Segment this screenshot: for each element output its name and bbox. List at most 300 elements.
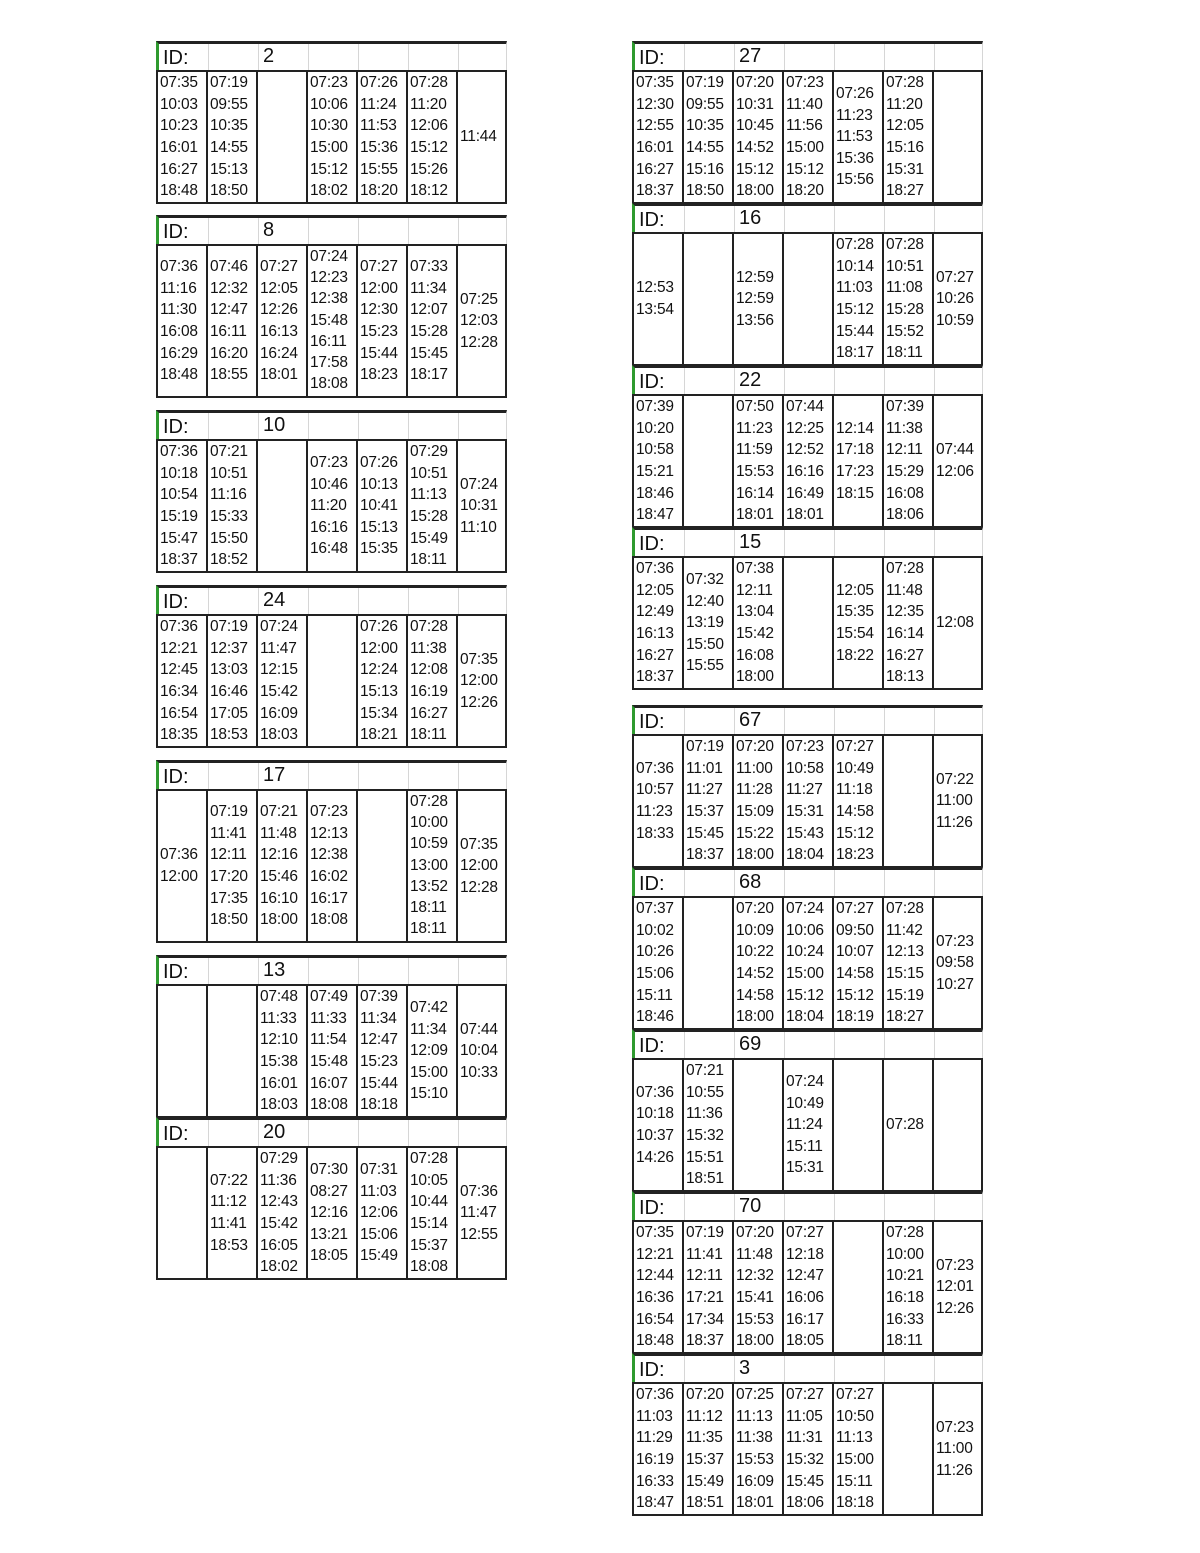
timetable-block	[632, 527, 983, 690]
time-cell: 15:53	[736, 1451, 774, 1468]
block-header	[156, 41, 507, 70]
time-cell: 09:58	[936, 954, 974, 972]
time-cell: 15:12	[836, 986, 874, 1004]
id-value: 22	[739, 369, 762, 391]
time-column	[684, 1060, 734, 1190]
time-cell: 11:05	[786, 1407, 823, 1425]
time-cell: 18:37	[636, 182, 674, 200]
time-column	[358, 1148, 408, 1278]
id-label: ID:	[639, 371, 665, 393]
id-value: 27	[739, 45, 762, 67]
time-cell: 07:29	[260, 1150, 298, 1168]
time-cell: 18:50	[686, 182, 724, 200]
id-value: 24	[263, 589, 286, 611]
time-cell: 11:13	[410, 486, 447, 504]
time-column	[634, 234, 684, 364]
time-cell: 07:24	[310, 248, 348, 265]
time-cell: 12:16	[260, 846, 298, 864]
time-cell: 15:00	[786, 139, 824, 156]
block-body	[632, 232, 983, 366]
time-cell: 14:55	[686, 139, 724, 156]
time-cell: 11:36	[260, 1171, 297, 1189]
time-cell: 07:36	[636, 1386, 674, 1404]
time-cell: 10:24	[786, 943, 824, 961]
time-column	[458, 246, 508, 396]
time-cell: 11:29	[636, 1429, 673, 1447]
time-column	[358, 441, 408, 571]
id-value: 70	[739, 1195, 762, 1217]
time-column	[308, 1148, 358, 1278]
time-cell: 11:35	[686, 1429, 723, 1447]
time-cell: 15:10	[410, 1085, 448, 1103]
time-cell: 11:38	[736, 1429, 773, 1447]
time-cell: 16:17	[786, 1310, 824, 1328]
time-cell: 16:05	[260, 1236, 298, 1254]
time-column	[158, 616, 208, 746]
time-cell: 15:11	[636, 986, 673, 1004]
time-cell: 17:35	[210, 889, 248, 907]
time-cell: 10:44	[410, 1193, 448, 1211]
time-cell: 16:27	[636, 160, 674, 178]
time-cell: 07:23	[786, 74, 824, 92]
time-cell: 07:28	[410, 793, 448, 810]
time-cell: 11:08	[886, 279, 923, 297]
time-cell: 17:05	[210, 704, 248, 722]
time-cell: 07:36	[636, 759, 674, 777]
time-cell: 18:08	[310, 911, 348, 929]
id-label: ID:	[639, 1359, 665, 1381]
time-column	[634, 1222, 684, 1352]
time-cell: 15:34	[360, 704, 398, 722]
time-column	[358, 791, 408, 941]
time-cell: 15:37	[686, 803, 724, 820]
time-cell: 18:23	[360, 366, 398, 384]
time-cell: 07:39	[636, 398, 674, 416]
time-column	[684, 736, 734, 866]
time-cell: 15:23	[360, 323, 398, 340]
time-column	[158, 986, 208, 1116]
time-cell: 18:11	[410, 899, 447, 917]
time-cell: 15:42	[736, 625, 774, 642]
time-cell: 13:54	[636, 301, 674, 318]
id-label: ID:	[163, 1123, 189, 1145]
block-header	[156, 955, 507, 984]
time-cell: 18:27	[886, 1008, 924, 1026]
time-cell: 14:26	[636, 1148, 674, 1166]
time-column	[308, 72, 358, 202]
time-cell: 07:36	[460, 1182, 498, 1200]
time-cell: 15:16	[886, 139, 924, 156]
time-cell: 11:41	[686, 1245, 723, 1263]
time-cell: 12:53	[636, 279, 674, 297]
time-cell: 12:07	[410, 301, 448, 319]
time-cell: 16:46	[210, 683, 248, 700]
time-cell: 18:22	[836, 646, 874, 664]
time-cell: 15:45	[786, 1472, 824, 1490]
block-header	[632, 1353, 983, 1382]
time-cell: 11:10	[460, 518, 497, 536]
time-cell: 18:00	[260, 911, 298, 929]
time-column	[934, 1060, 984, 1190]
time-cell: 18:55	[210, 366, 248, 384]
time-cell: 11:30	[160, 301, 197, 319]
block-header	[632, 41, 983, 70]
time-cell: 07:35	[636, 74, 674, 92]
time-column	[734, 72, 784, 202]
timetable-block	[632, 1191, 983, 1354]
time-cell: 15:00	[410, 1063, 448, 1081]
time-cell: 12:16	[310, 1204, 348, 1222]
time-cell: 15:06	[360, 1225, 398, 1243]
time-cell: 18:03	[260, 1096, 298, 1114]
time-cell: 07:37	[636, 900, 674, 918]
time-cell: 15:51	[686, 1148, 724, 1166]
id-value: 10	[263, 414, 286, 436]
time-column	[784, 558, 834, 688]
time-cell: 11:42	[886, 921, 923, 939]
time-cell: 18:50	[210, 182, 248, 200]
time-column	[784, 234, 834, 364]
time-cell: 16:34	[160, 683, 198, 700]
time-cell: 18:11	[410, 726, 447, 744]
time-cell: 10:06	[786, 921, 824, 939]
time-cell: 18:23	[836, 846, 874, 864]
timetable-block	[632, 705, 983, 868]
time-cell: 12:05	[886, 117, 924, 135]
time-column	[408, 246, 458, 396]
time-column	[634, 1060, 684, 1190]
block-body	[156, 614, 507, 748]
time-cell: 11:48	[886, 581, 923, 599]
time-column	[684, 396, 734, 526]
time-cell: 07:21	[260, 803, 298, 821]
time-cell: 15:47	[160, 529, 198, 547]
time-cell: 12:26	[460, 693, 498, 711]
time-cell: 18:06	[786, 1494, 824, 1512]
time-column	[884, 1384, 934, 1514]
time-cell: 16:08	[886, 484, 924, 502]
time-cell: 11:16	[210, 486, 247, 504]
time-cell: 07:23	[310, 74, 348, 92]
time-cell: 16:16	[310, 518, 348, 536]
time-cell: 10:50	[836, 1407, 874, 1425]
block-header	[156, 585, 507, 614]
id-value: 15	[739, 531, 762, 553]
time-column	[884, 1222, 934, 1352]
block-body	[632, 1220, 983, 1354]
time-cell: 16:33	[886, 1310, 924, 1328]
time-cell: 10:27	[936, 975, 974, 993]
time-cell: 07:28	[886, 1224, 924, 1242]
time-cell: 13:19	[686, 614, 724, 632]
time-cell: 15:44	[836, 322, 874, 340]
time-cell: 15:48	[310, 1053, 348, 1070]
id-label: ID:	[639, 209, 665, 231]
time-cell: 11:26	[936, 1461, 973, 1479]
time-cell: 10:00	[410, 814, 448, 832]
time-cell: 11:03	[836, 279, 873, 297]
time-cell: 16:07	[310, 1074, 348, 1092]
time-cell: 18:00	[736, 1332, 774, 1350]
time-column	[734, 1060, 784, 1190]
time-column	[208, 986, 258, 1116]
time-cell: 18:00	[736, 846, 774, 864]
time-cell: 12:59	[736, 290, 774, 308]
id-value: 67	[739, 709, 762, 731]
time-cell: 14:58	[736, 986, 774, 1004]
time-cell: 12:15	[260, 661, 298, 679]
time-cell: 15:32	[686, 1127, 724, 1144]
time-column	[258, 1148, 308, 1278]
time-cell: 10:51	[210, 464, 248, 482]
time-column	[884, 234, 934, 364]
time-cell: 07:36	[160, 618, 198, 636]
time-cell: 11:20	[410, 95, 447, 113]
time-cell: 15:26	[410, 160, 448, 178]
timetable-block	[156, 955, 507, 1118]
id-value: 2	[263, 45, 275, 67]
time-cell: 07:20	[736, 738, 774, 756]
time-column	[408, 72, 458, 202]
time-column	[208, 441, 258, 571]
time-cell: 07:20	[736, 1224, 774, 1242]
time-column	[734, 396, 784, 526]
time-cell: 11:03	[636, 1407, 673, 1425]
time-cell: 15:13	[360, 683, 398, 700]
time-column	[258, 441, 308, 571]
time-cell: 18:47	[636, 1494, 674, 1512]
time-cell: 17:34	[686, 1310, 724, 1328]
time-cell: 15:19	[886, 986, 924, 1004]
time-cell: 15:22	[736, 824, 774, 842]
time-cell: 15:28	[886, 301, 924, 318]
time-cell: 11:56	[786, 117, 823, 135]
time-cell: 15:12	[786, 986, 824, 1004]
time-cell: 12:23	[310, 269, 348, 287]
time-cell: 07:36	[160, 443, 198, 461]
time-cell: 07:20	[736, 74, 774, 92]
time-column	[258, 616, 308, 746]
time-cell: 18:13	[886, 668, 924, 686]
id-value: 13	[263, 959, 286, 981]
time-cell: 16:19	[410, 683, 448, 700]
time-cell: 12:45	[160, 661, 198, 679]
time-column	[634, 1384, 684, 1514]
time-cell: 18:04	[786, 846, 824, 864]
time-cell: 15:53	[736, 463, 774, 480]
block-header	[632, 1191, 983, 1220]
time-cell: 10:59	[936, 311, 974, 329]
block-header	[156, 410, 507, 439]
time-cell: 15:42	[260, 683, 298, 700]
time-cell: 14:52	[736, 965, 774, 982]
timetable-block	[632, 203, 983, 366]
time-cell: 07:44	[786, 398, 824, 416]
time-cell: 15:42	[260, 1215, 298, 1232]
id-label: ID:	[639, 47, 665, 69]
time-cell: 12:03	[460, 312, 498, 330]
time-cell: 07:28	[836, 236, 874, 254]
time-cell: 07:28	[886, 74, 924, 92]
time-cell: 07:23	[786, 738, 824, 756]
time-cell: 18:33	[636, 824, 674, 842]
time-cell: 16:13	[260, 323, 298, 340]
time-cell: 15:16	[686, 160, 724, 178]
time-cell: 10:58	[636, 441, 674, 459]
time-cell: 15:23	[360, 1053, 398, 1070]
id-label: ID:	[163, 416, 189, 438]
time-cell: 10:20	[636, 419, 674, 437]
time-cell: 18:17	[836, 344, 874, 362]
time-cell: 07:24	[786, 1073, 824, 1091]
time-cell: 10:46	[310, 475, 348, 493]
time-cell: 18:37	[160, 551, 198, 569]
time-column	[884, 558, 934, 688]
time-cell: 12:06	[410, 117, 448, 135]
block-body	[632, 556, 983, 690]
time-cell: 12:59	[736, 268, 774, 286]
time-cell: 12:11	[210, 846, 247, 864]
time-cell: 11:48	[736, 1245, 773, 1263]
time-cell: 07:33	[410, 258, 448, 276]
time-column	[634, 898, 684, 1028]
time-cell: 15:12	[786, 160, 824, 178]
time-cell: 11:24	[360, 95, 397, 113]
time-cell: 15:06	[636, 965, 674, 982]
time-column	[308, 986, 358, 1116]
time-cell: 18:53	[210, 1236, 248, 1254]
time-cell: 07:23	[310, 454, 348, 472]
time-cell: 10:59	[410, 835, 448, 853]
time-cell: 12:05	[636, 581, 674, 599]
time-column	[684, 1222, 734, 1352]
time-cell: 07:35	[160, 74, 198, 92]
time-cell: 18:02	[260, 1258, 298, 1276]
block-header	[632, 1029, 983, 1058]
time-cell: 11:23	[736, 419, 773, 437]
time-cell: 18:19	[836, 1008, 874, 1026]
time-cell: 10:51	[886, 257, 924, 275]
time-cell: 15:13	[210, 160, 248, 178]
block-header	[632, 365, 983, 394]
time-cell: 18:01	[736, 506, 774, 524]
time-column	[834, 1222, 884, 1352]
time-column	[884, 72, 934, 202]
time-cell: 09:55	[210, 95, 248, 113]
time-cell: 07:28	[886, 236, 924, 254]
id-label: ID:	[639, 533, 665, 555]
time-column	[784, 898, 834, 1028]
time-cell: 16:18	[886, 1289, 924, 1306]
time-cell: 07:19	[686, 1224, 724, 1242]
time-cell: 16:27	[886, 646, 924, 664]
time-cell: 12:11	[886, 441, 923, 459]
time-column	[784, 736, 834, 866]
time-cell: 07:25	[460, 290, 498, 308]
timetable-block	[156, 41, 507, 204]
time-cell: 15:50	[686, 635, 724, 653]
time-cell: 18:48	[636, 1332, 674, 1350]
time-cell: 18:48	[160, 182, 198, 200]
time-cell: 07:19	[210, 74, 248, 92]
time-cell: 12:05	[836, 581, 874, 599]
time-cell: 15:29	[886, 463, 924, 480]
time-cell: 16:01	[636, 139, 674, 156]
time-cell: 18:11	[886, 1332, 923, 1350]
time-cell: 10:21	[886, 1267, 924, 1285]
time-column	[834, 736, 884, 866]
time-cell: 11:47	[260, 639, 297, 657]
id-label: ID:	[639, 1035, 665, 1057]
time-cell: 18:02	[310, 182, 348, 200]
time-column	[308, 246, 358, 396]
time-cell: 11:54	[310, 1031, 347, 1049]
time-cell: 10:49	[836, 759, 874, 777]
time-cell: 12:14	[836, 419, 874, 437]
time-cell: 07:27	[836, 1386, 874, 1404]
block-body	[632, 734, 983, 868]
time-cell: 15:00	[836, 1451, 874, 1468]
time-cell: 15:35	[836, 603, 874, 621]
time-cell: 15:28	[410, 508, 448, 525]
time-cell: 10:31	[460, 497, 498, 515]
time-cell: 07:21	[686, 1062, 724, 1080]
time-cell: 18:01	[736, 1494, 774, 1512]
time-cell: 12:18	[786, 1245, 824, 1263]
time-column	[458, 616, 508, 746]
time-cell: 10:51	[410, 464, 448, 482]
time-cell: 18:46	[636, 484, 674, 502]
time-column	[934, 736, 984, 866]
time-column	[834, 558, 884, 688]
time-cell: 10:18	[160, 464, 198, 482]
time-cell: 17:20	[210, 868, 248, 885]
time-cell: 15:48	[310, 311, 348, 329]
time-cell: 11:13	[836, 1429, 873, 1447]
time-cell: 07:35	[460, 835, 498, 853]
time-cell: 16:09	[736, 1472, 774, 1490]
time-cell: 15:12	[310, 160, 348, 178]
time-cell: 12:32	[210, 279, 248, 297]
time-cell: 10:00	[886, 1245, 924, 1263]
time-cell: 16:20	[210, 344, 248, 362]
time-cell: 12:05	[260, 279, 298, 297]
time-cell: 15:36	[836, 149, 874, 167]
time-cell: 10:35	[210, 117, 248, 135]
time-cell: 14:55	[210, 139, 248, 156]
time-cell: 12:13	[310, 824, 348, 842]
time-cell: 16:11	[210, 323, 247, 340]
time-cell: 12:13	[886, 943, 924, 961]
time-cell: 12:28	[460, 878, 498, 896]
time-column	[308, 441, 358, 571]
time-column	[934, 898, 984, 1028]
time-cell: 15:12	[836, 301, 874, 318]
time-cell: 16:29	[160, 344, 198, 362]
time-cell: 13:00	[410, 856, 448, 874]
time-cell: 07:38	[736, 560, 774, 578]
time-cell: 07:31	[360, 1161, 398, 1179]
timetable-block	[156, 1117, 507, 1280]
block-body	[156, 984, 507, 1118]
time-cell: 07:35	[636, 1224, 674, 1242]
time-cell: 18:18	[836, 1494, 874, 1512]
time-cell: 16:14	[886, 625, 924, 642]
time-cell: 18:11	[410, 920, 447, 938]
time-cell: 10:06	[310, 95, 348, 113]
id-value: 20	[263, 1121, 286, 1143]
time-cell: 11:36	[686, 1105, 723, 1123]
